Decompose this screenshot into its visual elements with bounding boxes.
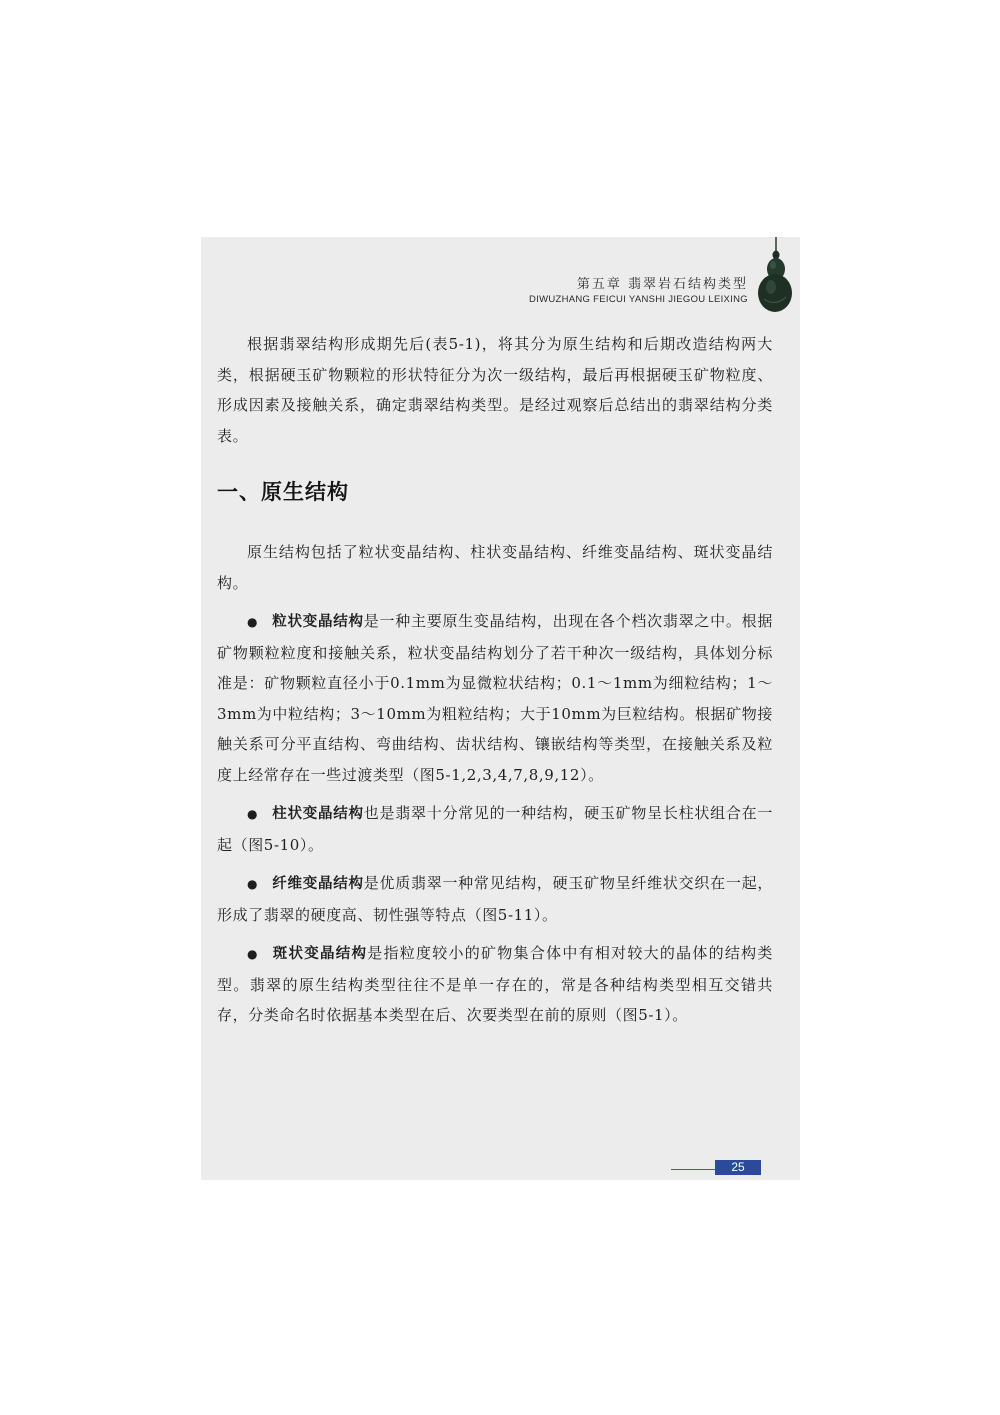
- jade-pendant-icon: [754, 237, 798, 315]
- bullet-text: 也是翡翠十分常见的一种结构，硬玉矿物呈长柱状组合在一起（图5-10）。: [217, 804, 773, 854]
- running-header: [529, 277, 748, 306]
- bullet-granular-structure: [217, 606, 773, 790]
- bullet-text: 是一种主要原生变晶结构，出现在各个档次翡翠之中。根据矿物颗粒粒度和接触关系，粒状变晶结构划分了若干种次一级结构，具体划分标准是：矿物颗粒直径小于0.1mm为显微粒状结构；0.1～1mm为细粒结构；1～3mm为中粒结构；3～10mm为粗粒结构；大于10mm为巨粒结构。根据矿物接触关系可分平直结构、弯曲结构、齿状结构、镶嵌结构等类型，在接触关系及粒度上经常存在一些过渡类型（图5-1,2,3,4,7,8,9,12）。: [217, 612, 773, 784]
- intro-paragraph: 根据翡翠结构形成期先后(表5-1)，将其分为原生结构和后期改造结构两大类，根据硬玉矿物颗粒的形状特征分为次一级结构，最后再根据硬玉矿物粒度、形成因素及接触关系，确定翡翠结构类型。是经过观察后总结出的翡翠结构分类表。: [217, 335, 773, 445]
- bullet-fibrous-structure: [217, 868, 773, 930]
- bullet-dot-icon: ●: [247, 877, 259, 891]
- section-lead-paragraph: 原生结构包括了粒状变晶结构、柱状变晶结构、纤维变晶结构、斑状变晶结构。: [217, 543, 773, 592]
- bullet-text: 是优质翡翠一种常见结构，硬玉矿物呈纤维状交织在一起，形成了翡翠的硬度高、韧性强等特点（图5-11）。: [217, 874, 773, 924]
- bullet-term: 柱状变晶结构: [272, 806, 364, 822]
- footer-rule: [671, 1169, 715, 1170]
- book-page: [201, 237, 800, 1180]
- page-number: 25: [715, 1160, 761, 1175]
- chapter-title-en: DIWUZHANG FEICUI YANSHI JIEGOU LEIXING: [528, 294, 748, 305]
- bullet-dot-icon: ●: [247, 807, 259, 821]
- bullet-text: 是指粒度较小的矿物集合体中有相对较大的晶体的结构类型。翡翠的原生结构类型往往不是单一存在的，常是各种结构类型相互交错共存，分类命名时依据基本类型在后、次要类型在前的原则（图5-1）。: [217, 944, 773, 1024]
- section-heading: 一、原生结构: [217, 480, 349, 504]
- bullet-dot-icon: ●: [247, 947, 259, 961]
- bullet-term: 纤维变晶结构: [272, 876, 364, 892]
- bullet-term: 斑状变晶结构: [272, 946, 368, 962]
- page-body: [217, 329, 773, 1031]
- bullet-porphyroblastic-structure: [217, 938, 773, 1031]
- chapter-title-cn: 第五章 翡翠岩石结构类型: [576, 277, 748, 292]
- bullet-dot-icon: ●: [247, 615, 259, 629]
- bullet-columnar-structure: [217, 798, 773, 860]
- bullet-term: 粒状变晶结构: [272, 614, 364, 630]
